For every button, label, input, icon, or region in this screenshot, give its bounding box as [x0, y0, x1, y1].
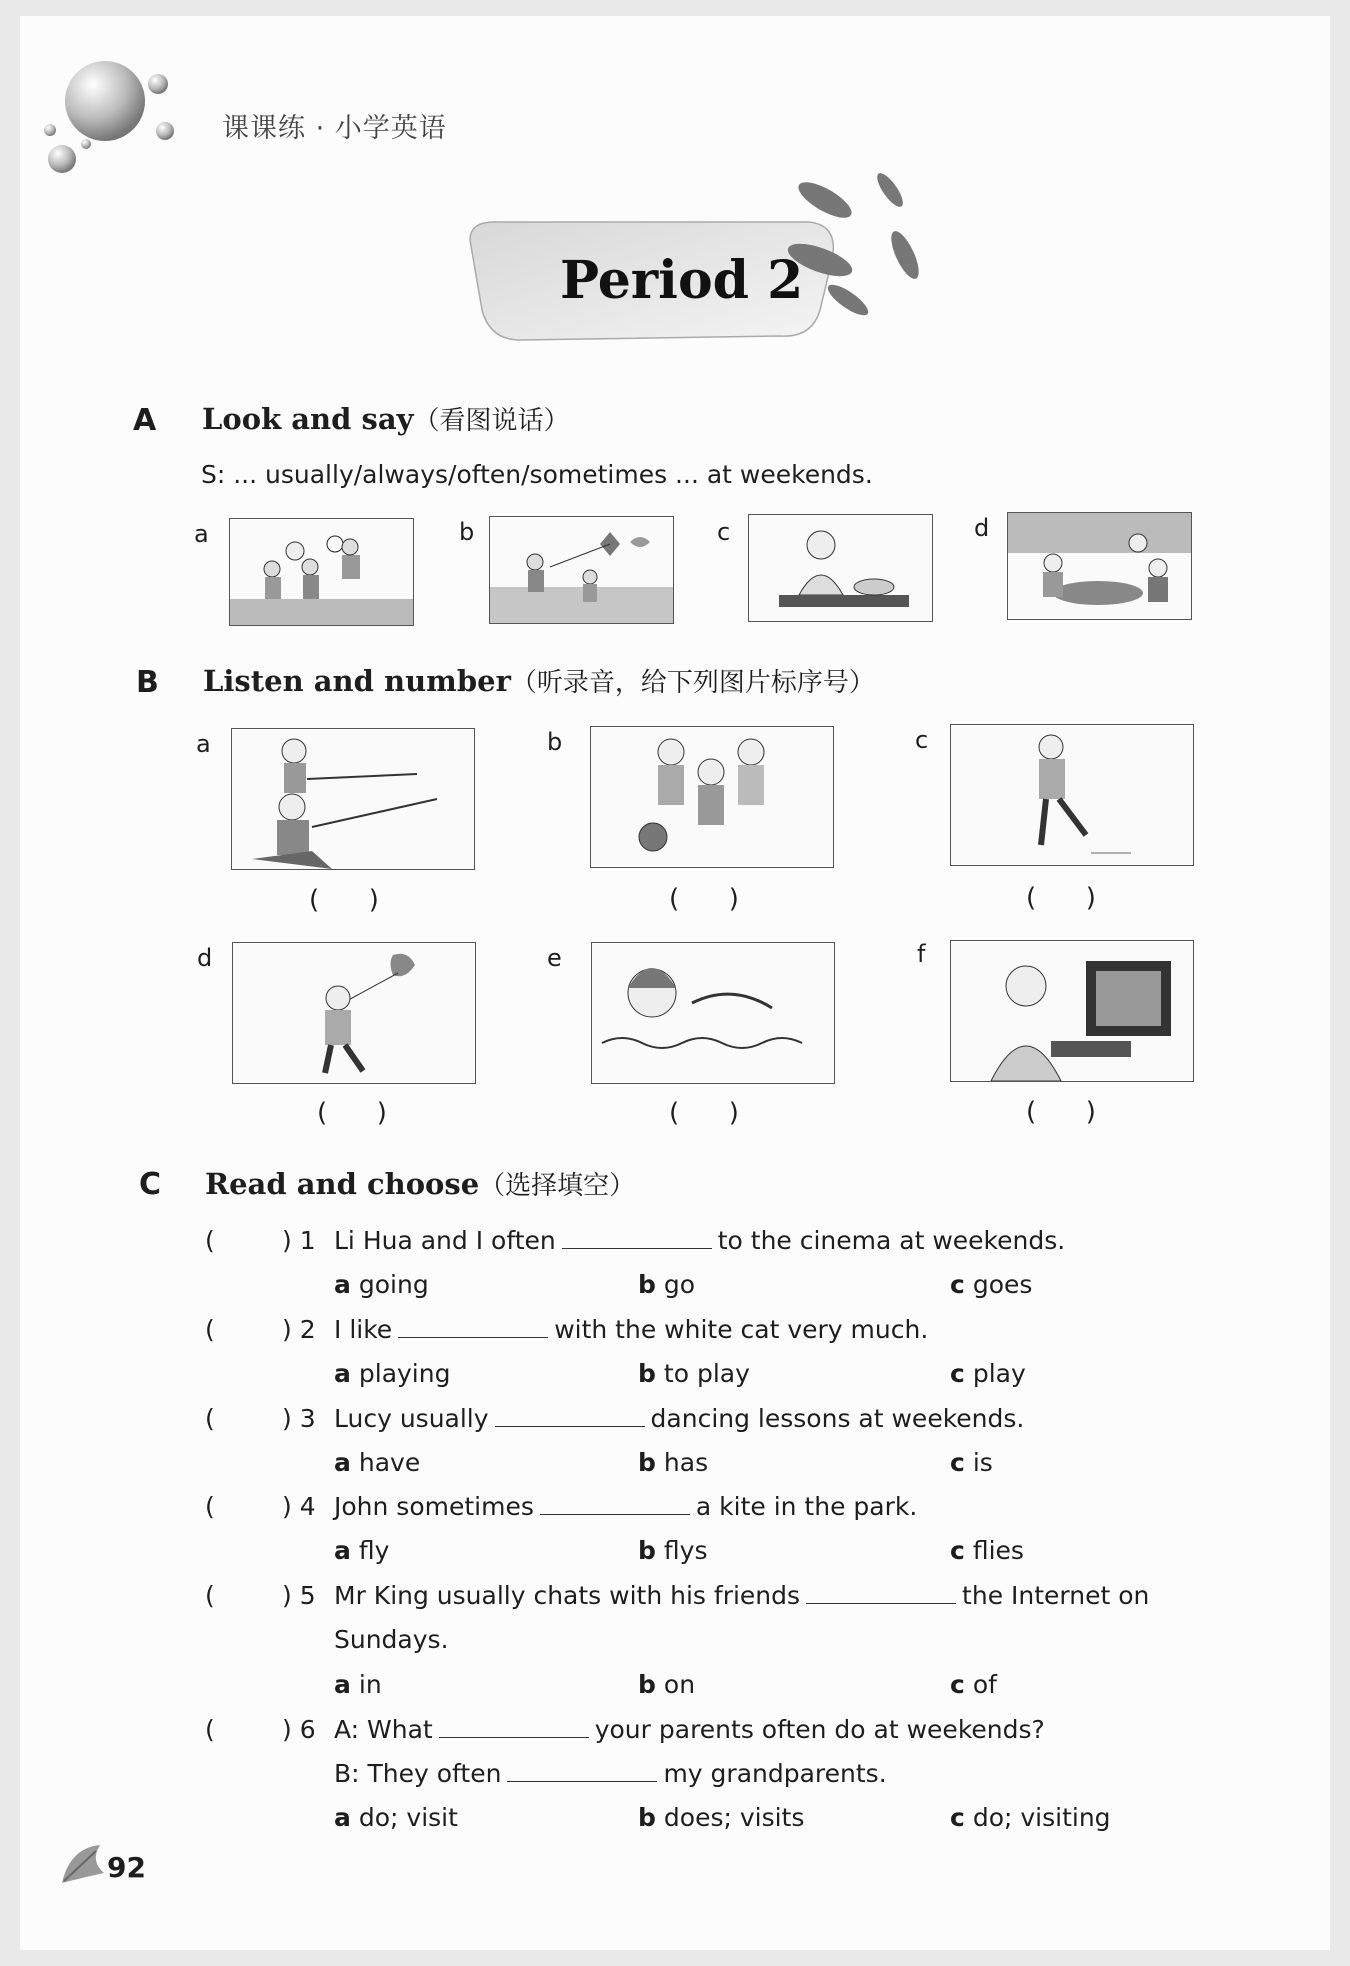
answer-paren-b-c[interactable]: ( ) [1026, 883, 1096, 913]
pic-b3-label: c [915, 726, 929, 754]
cooking-picture [748, 514, 933, 622]
pic-c-label: c [717, 518, 731, 546]
section-c-title: Read and choose [205, 1167, 480, 1201]
football-picture [229, 518, 414, 626]
q6-answer-paren[interactable]: ( [205, 1715, 215, 1744]
answer-paren-b-b[interactable]: ( ) [669, 884, 739, 914]
q1-blank[interactable] [562, 1226, 712, 1249]
answer-paren-b-e[interactable]: ( ) [669, 1098, 739, 1128]
girl-flying-kite-icon [233, 943, 475, 1083]
q4-option-b[interactable]: b flys [638, 1536, 708, 1565]
fishing-icon [232, 729, 474, 869]
q2-answer-paren[interactable]: ( [205, 1315, 215, 1344]
children-playing-football-icon [230, 519, 413, 625]
children-flying-kites-icon [490, 517, 673, 623]
q6-option-a[interactable]: a do; visit [334, 1803, 458, 1832]
q2-blank[interactable] [398, 1315, 548, 1338]
section-a-title: Look and say [202, 402, 414, 436]
section-c-letter: C [139, 1167, 162, 1202]
q4-stem: John sometimes a kite in the park. [334, 1492, 918, 1521]
q2-number: ) 2 [282, 1315, 316, 1344]
pic-b2-label: b [547, 728, 563, 756]
family-picnic-icon [1008, 513, 1191, 619]
swimming-icon [592, 943, 834, 1083]
section-b-heading [203, 662, 875, 699]
answer-paren-b-f[interactable]: ( ) [1026, 1097, 1096, 1127]
q1-pre: Li Hua and I often [334, 1226, 556, 1255]
header-text: 课课练 · 小学英语 [222, 113, 447, 144]
pic-b5-label: e [547, 944, 562, 972]
swimming-picture [591, 942, 835, 1084]
q5-number: ) 5 [282, 1581, 316, 1610]
basketball-icon [591, 727, 833, 867]
section-a-letter: A [133, 403, 157, 438]
pic-b4-label: d [197, 944, 213, 972]
q5-option-a[interactable]: a in [334, 1670, 382, 1699]
q6-option-b[interactable]: b does; visits [638, 1803, 805, 1832]
q6-stem-line2: B: They often my grandparents. [334, 1759, 887, 1788]
section-b-title: Listen and number [203, 664, 511, 698]
section-b-letter: B [136, 665, 159, 700]
q1-stem [334, 1226, 1065, 1255]
pic-b1-label: a [196, 730, 211, 758]
section-a-instruction: S: ... usually/always/often/sometimes ... at weekends. [201, 460, 873, 489]
q1-number: ) 1 [282, 1226, 316, 1255]
pic-b-label: b [459, 518, 475, 546]
q4-option-c[interactable]: c flies [950, 1536, 1024, 1565]
page-title: Period 2 [560, 250, 804, 311]
q2-option-c[interactable]: c play [950, 1359, 1026, 1388]
q6-number: ) 6 [282, 1715, 316, 1744]
pic-a-label: a [194, 520, 209, 548]
q5-option-b[interactable]: b on [638, 1670, 696, 1699]
q2-option-b[interactable]: b to play [638, 1359, 750, 1388]
q1-answer-paren[interactable]: ( [205, 1226, 215, 1255]
q1-post: to the cinema at weekends. [717, 1226, 1066, 1255]
computer-picture [950, 940, 1194, 1082]
q1-option-c[interactable]: c goes [950, 1270, 1033, 1299]
q4-option-a[interactable]: a fly [334, 1536, 390, 1565]
ice-skating-icon [951, 725, 1193, 865]
answer-paren-b-d[interactable]: ( ) [317, 1098, 387, 1128]
picnic-picture [1007, 512, 1192, 620]
skating-picture [950, 724, 1194, 866]
bubbles-icon [40, 56, 190, 186]
section-c-title-cn: （选择填空） [479, 1171, 636, 1201]
q1-option-a[interactable]: a going [334, 1270, 429, 1299]
kites-picture [489, 516, 674, 624]
page-number: 92 [107, 1851, 146, 1884]
q4-answer-paren[interactable]: ( [205, 1492, 215, 1521]
pic-b6-label: f [917, 940, 926, 968]
boy-cooking-icon [749, 515, 932, 621]
q5-stem: Mr King usually chats with his friends the Internet on [334, 1581, 1150, 1610]
leaf-icon [60, 1843, 106, 1887]
q3-answer-paren[interactable]: ( [205, 1404, 215, 1433]
q1-option-b[interactable]: b go [638, 1270, 696, 1299]
q5-stem-continued: Sundays. [334, 1625, 449, 1654]
q3-option-b[interactable]: b has [638, 1448, 709, 1477]
fishing-picture [231, 728, 475, 870]
basketball-picture [590, 726, 834, 868]
q3-stem: Lucy usually dancing lessons at weekends. [334, 1404, 1025, 1433]
q3-option-c[interactable]: c is [950, 1448, 993, 1477]
q6-blank-2[interactable] [507, 1759, 657, 1782]
q2-option-a[interactable]: a playing [334, 1359, 451, 1388]
section-c-heading [205, 1165, 635, 1202]
answer-paren-b-a[interactable]: ( ) [309, 885, 379, 915]
section-a-title-cn: （看图说话） [413, 406, 570, 436]
q5-option-c[interactable]: c of [950, 1670, 997, 1699]
section-b-title-cn: （听录音，给下列图片标序号） [510, 668, 875, 698]
q4-blank[interactable] [540, 1492, 690, 1515]
q5-blank[interactable] [806, 1581, 956, 1604]
kite-girl-picture [232, 942, 476, 1084]
pic-d-label: d [974, 514, 990, 542]
q5-answer-paren[interactable]: ( [205, 1581, 215, 1610]
boy-using-computer-icon [951, 941, 1193, 1081]
q4-number: ) 4 [282, 1492, 316, 1521]
q2-stem: I like with the white cat very much. [334, 1315, 929, 1344]
q6-option-c[interactable]: c do; visiting [950, 1803, 1111, 1832]
q3-number: ) 3 [282, 1404, 316, 1433]
q3-blank[interactable] [495, 1404, 645, 1427]
q3-option-a[interactable]: a have [334, 1448, 421, 1477]
q6-stem: A: What your parents often do at weekends? [334, 1715, 1045, 1744]
q6-blank-1[interactable] [439, 1715, 589, 1738]
section-a-heading [202, 400, 570, 437]
